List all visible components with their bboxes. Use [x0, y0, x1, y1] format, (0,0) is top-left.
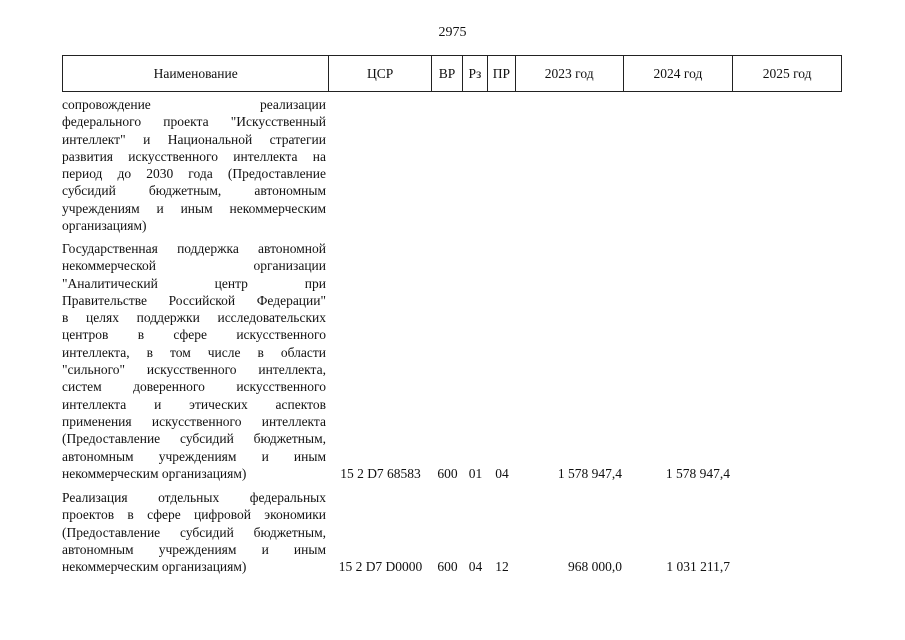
row-name-line: автономным учреждениям и иным	[62, 448, 326, 464]
cell-rz: 01	[468, 466, 483, 481]
page-number: 2975	[438, 25, 467, 40]
header-2023: 2023 год	[516, 56, 624, 91]
cell-2024: 1 031 211,7	[666, 559, 730, 574]
row-name-line: интеллекта, в том числе в области	[62, 344, 326, 360]
row-name-line: (Предоставление субсидий бюджетным,	[62, 524, 326, 540]
cell-vr: 600	[437, 466, 458, 481]
row-name-line: проектов в сфере цифровой экономики	[62, 507, 326, 523]
row-name-line: (Предоставление субсидий бюджетным,	[62, 431, 326, 447]
row-name	[62, 96, 326, 234]
cell-pr: 12	[495, 559, 509, 574]
cell-rz: 04	[468, 559, 483, 574]
row-name-line: некоммерческим организациям)	[62, 465, 247, 481]
row-name-line: Государственная поддержка автономной	[62, 241, 326, 256]
header-name: Наименование	[63, 56, 329, 91]
row-name-line: Реализация отдельных федеральных	[62, 490, 326, 505]
table-header	[62, 55, 842, 92]
cell-csr: 15 2 D7 68583	[340, 466, 421, 481]
row-name	[62, 489, 326, 575]
header-vr: ВР	[432, 56, 463, 91]
cell-2023: 968 000,0	[568, 559, 622, 574]
header-rz: Рз	[463, 56, 488, 91]
row-name-line: федерального проекта "Искусственный	[62, 114, 326, 130]
cell-2023: 1 578 947,4	[557, 466, 622, 481]
row-name-line: организациям)	[62, 218, 147, 234]
row-name-line: Правительстве Российской Федерации"	[62, 292, 326, 308]
row-name-line: "сильного" искусственного интеллекта,	[62, 362, 326, 378]
row-name	[62, 240, 326, 482]
row-name-line: центров в сфере искусственного	[62, 327, 326, 343]
row-name-line: некоммерческой организации	[62, 258, 326, 274]
cell-pr: 04	[495, 466, 509, 481]
row-name-line: интеллект" и Национальной стратегии	[62, 131, 326, 147]
row-name-line: учреждениям и иным некоммерческим	[62, 200, 326, 216]
row-name-line: применения искусственного интеллекта	[62, 413, 326, 429]
row-name-line: сопровождение реализации	[62, 97, 326, 112]
row-name-line: период до 2030 года (Предоставление	[62, 166, 326, 182]
row-name-line: "Аналитический центр при	[62, 275, 326, 291]
row-name-line: развития искусственного интеллекта на	[62, 148, 326, 164]
header-2025: 2025 год	[762, 65, 812, 81]
row-name-line: автономным учреждениям и иным	[62, 541, 326, 557]
row-name-line: в целях поддержки исследовательских	[62, 310, 326, 326]
header-pr: ПР	[488, 56, 516, 91]
header-2024: 2024 год	[624, 56, 734, 91]
header-csr: ЦСР	[329, 56, 432, 91]
row-name-line: систем доверенного искусственного	[62, 379, 326, 395]
row-name-line: некоммерческим организациям)	[62, 559, 247, 575]
cell-csr: 15 2 D7 D0000	[338, 559, 423, 574]
row-name-line: субсидий бюджетным, автономным	[62, 183, 326, 199]
row-name-line: интеллекта и этических аспектов	[62, 396, 326, 412]
cell-vr: 600	[437, 559, 458, 574]
cell-2024: 1 578 947,4	[665, 466, 730, 481]
